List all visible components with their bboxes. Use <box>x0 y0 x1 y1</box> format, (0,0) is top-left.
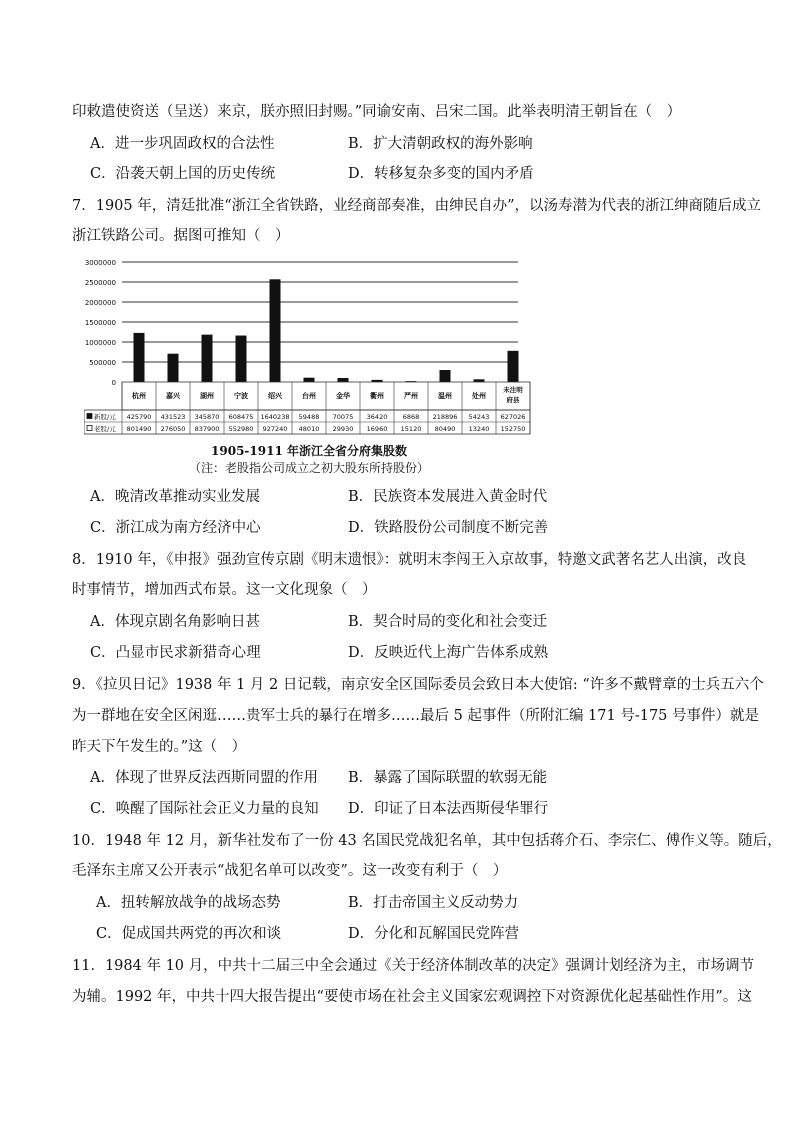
q9-stem-line3: 昨天下午发生的。”这（ ） <box>72 739 247 755</box>
q6-stem: 印敕遣使资送（呈送）来京，朕亦照旧封赐。”同谕安南、吕宋二国。此举表明清王朝旨在（ ） <box>72 104 682 120</box>
q10-option-b: B．打击帝国主义反动势力 <box>348 895 519 911</box>
bar <box>134 333 145 382</box>
q6-option-d: D．转移复杂多变的国内矛盾 <box>348 166 534 182</box>
category-label: 金华 <box>336 392 350 400</box>
category-label: 杭州 <box>132 392 146 400</box>
q6-option-c: C．沿袭天朝上国的历史传统 <box>90 166 276 182</box>
data-label: 218896 <box>432 413 458 421</box>
data-label: 15120 <box>400 425 422 433</box>
q8-option-a: A．体现京剧名角影响日甚 <box>90 614 260 630</box>
data-label: 48010 <box>298 425 320 433</box>
data-label: 1640238 <box>260 413 290 421</box>
q10-option-c: C．促成国共两党的再次和谈 <box>96 926 282 942</box>
data-label: 431523 <box>160 413 186 421</box>
legend-swatch <box>87 414 92 419</box>
q9-option-c: C．唤醒了国际社会正义力量的良知 <box>90 801 319 817</box>
bar <box>270 279 281 382</box>
category-label: 绍兴 <box>268 392 282 400</box>
series-name: 新股/元 <box>94 413 116 421</box>
q8-option-d: D．反映近代上海广告体系成熟 <box>348 645 549 661</box>
q9-option-a: A．体现了世界反法西斯同盟的作用 <box>90 770 318 786</box>
data-label: 927240 <box>262 425 288 433</box>
q10-option-d: D．分化和瓦解国民党阵营 <box>348 926 520 942</box>
bar <box>474 379 485 382</box>
category-label: 湖州 <box>200 392 214 400</box>
data-label: 608475 <box>228 413 254 421</box>
chart-title: 1905-1911 年浙江全省分府集股数 <box>211 444 407 458</box>
q9-stem-line1: 9．《拉贝日记》1938 年 1 月 2 日记载，南京安全区国际委员会致日本大使馆: “许多不戴臂章的士兵五六个 <box>72 677 764 693</box>
q9-option-d: D．印证了日本法西斯侵华罪行 <box>348 801 549 817</box>
bar <box>202 335 213 382</box>
data-label: 152750 <box>500 425 526 433</box>
q8-option-c: C．凸显市民求新猎奇心理 <box>90 645 261 661</box>
series-name: 老股/元 <box>94 425 116 433</box>
q10-stem-line2: 毛泽东主席又公开表示“战犯名单可以改变”。这一改变有利于（ ） <box>72 863 508 879</box>
category-label: 台州 <box>302 392 316 400</box>
q8-stem-line2: 时事情节，增加西式布景。这一文化现象（ ） <box>72 582 377 598</box>
data-label: 552980 <box>228 425 254 433</box>
category-label: 府县 <box>506 396 520 404</box>
category-label: 嘉兴 <box>166 392 180 400</box>
data-label: 36420 <box>366 413 388 421</box>
q10-stem-line1: 10．1948 年 12 月，新华社发布了一份 43 名国民党战犯名单，其中包括蒋介石、李宗仁、傅作义等。随后， <box>72 833 782 849</box>
bar <box>236 336 247 382</box>
q7-stem-line1: 7．1905 年，清廷批准“浙江全省铁路，业经商部奏准，由绅民自办”，以汤寿潜为代表的浙江绅商随后成立 <box>72 198 762 214</box>
q6-option-b: B．扩大清朝政权的海外影响 <box>348 136 533 152</box>
data-label: 13240 <box>468 425 490 433</box>
data-label: 80490 <box>434 425 456 433</box>
data-label: 59488 <box>298 413 320 421</box>
category-label: 衢州 <box>370 392 384 400</box>
legend-swatch <box>87 426 92 431</box>
chart-note: （注：老股指公司成立之初大股东所持股份） <box>188 461 429 475</box>
category-label: 宁波 <box>234 392 248 400</box>
y-tick-label: 500000 <box>89 359 116 367</box>
data-label: 627026 <box>500 413 526 421</box>
y-tick-label: 2000000 <box>84 299 116 307</box>
y-tick-label: 1000000 <box>84 339 116 347</box>
y-tick-label: 1500000 <box>84 319 116 327</box>
q10-option-a: A．扭转解放战争的战场态势 <box>96 895 281 911</box>
data-label: 16960 <box>366 425 388 433</box>
data-label: 345870 <box>194 413 220 421</box>
bar <box>168 354 179 382</box>
q7-option-b: B．民族资本发展进入黄金时代 <box>348 489 548 505</box>
data-label: 425790 <box>126 413 152 421</box>
data-label: 801490 <box>126 425 152 433</box>
q7-option-d: D．铁路股份公司制度不断完善 <box>348 520 549 536</box>
q8-stem-line1: 8．1910 年，《申报》强劲宣传京剧《明末遗恨》：就明末李闯王入京故事，特邀文武著名艺人出演，改良 <box>72 552 747 568</box>
data-label: 54243 <box>468 413 490 421</box>
data-label: 70075 <box>332 413 354 421</box>
category-label: 温州 <box>438 392 452 400</box>
q7-option-c: C．浙江成为南方经济中心 <box>90 520 261 536</box>
bar <box>440 370 451 382</box>
q7-stem-line2: 浙江铁路公司。据图可推知（ ） <box>72 228 290 244</box>
q11-stem-line2: 为辅。1992 年，中共十四大报告提出“要使市场在社会主义国家宏观调控下对资源优化起基础性作用”。这 <box>72 989 752 1005</box>
y-tick-label: 0 <box>111 379 116 387</box>
data-label: 276050 <box>160 425 186 433</box>
q6-option-a: A．进一步巩固政权的合法性 <box>90 136 275 152</box>
category-label: 未注明 <box>503 386 523 394</box>
data-label: 6868 <box>402 413 420 421</box>
data-label: 29930 <box>332 425 354 433</box>
bar <box>304 378 315 382</box>
q11-stem-line1: 11．1984 年 10 月，中共十二届三中全会通过《关于经济体制改革的决定》强调计划经济为主，市场调节 <box>72 958 755 974</box>
bar <box>338 378 349 382</box>
category-label: 处州 <box>472 392 486 400</box>
q9-stem-line2: 为一群地在安全区闲逛……贵军士兵的暴行在增多……最后 5 起事件（所附汇编 171 号-175 号事件）就是 <box>72 708 760 724</box>
q7-option-a: A．晚清改革推动实业发展 <box>90 489 260 505</box>
q9-option-b: B．暴露了国际联盟的软弱无能 <box>348 770 548 786</box>
bar <box>508 351 519 382</box>
data-label: 837900 <box>194 425 220 433</box>
y-tick-label: 2500000 <box>84 279 116 287</box>
q8-option-b: B．契合时局的变化和社会变迁 <box>348 614 548 630</box>
category-label: 严州 <box>404 392 418 400</box>
y-tick-label: 3000000 <box>84 259 116 267</box>
